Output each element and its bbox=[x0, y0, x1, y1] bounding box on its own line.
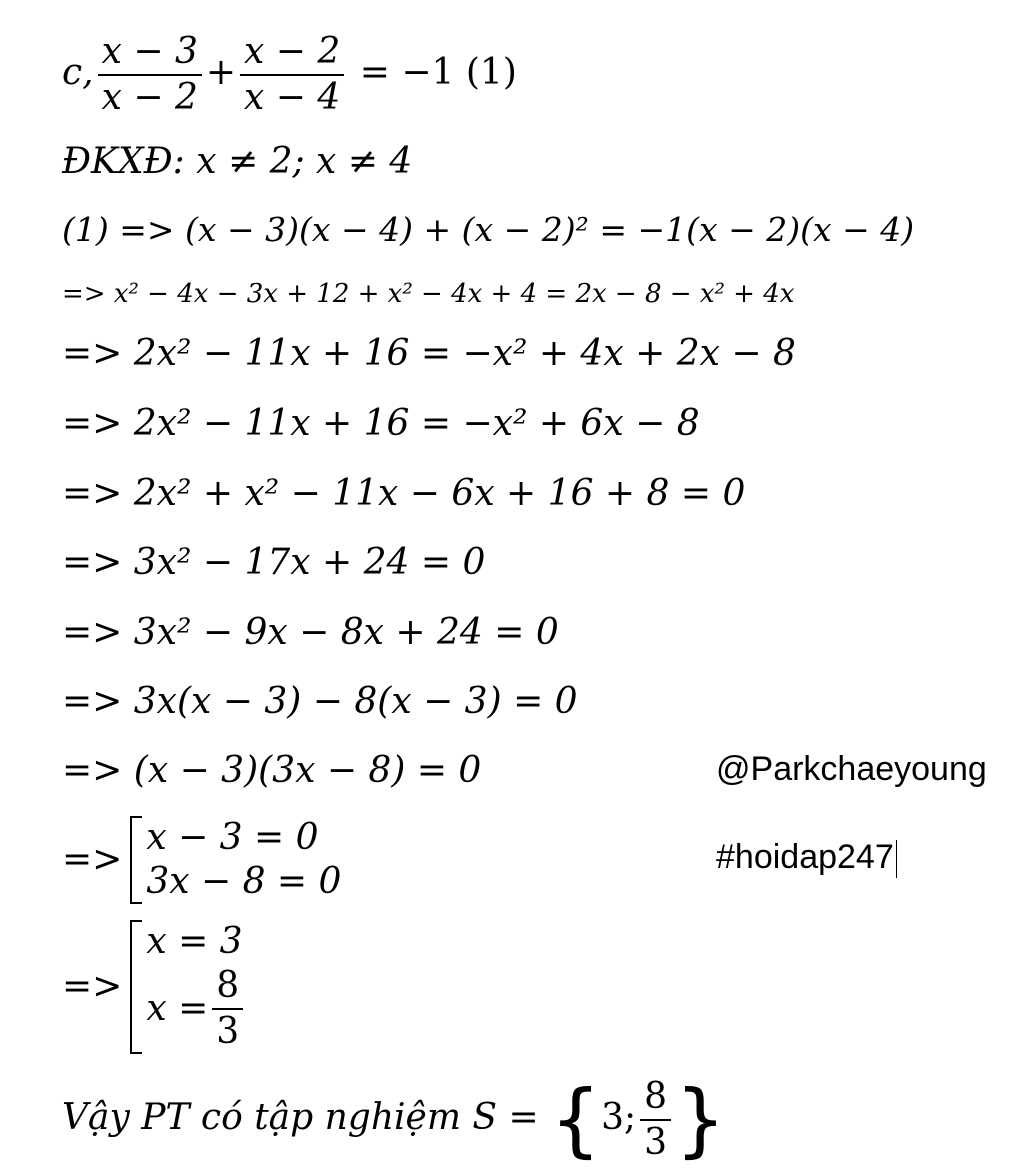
system-2 bbox=[62, 920, 247, 1054]
fraction-1-numerator: x − 3 bbox=[101, 31, 198, 72]
step-line-7: => 2x² + x² − 11x − 6x + 16 + 8 = 0 bbox=[62, 473, 746, 514]
step-line-11: => (x − 3)(3x − 8) = 0 bbox=[62, 750, 482, 791]
step-line-4: => x² − 4x − 3x + 12 + x² − 4x + 4 = 2x − 8 − x² + 4x bbox=[62, 279, 795, 309]
fraction-numerator: 8 bbox=[216, 965, 240, 1006]
part-label: c, bbox=[62, 52, 94, 93]
fraction-denominator: 3 bbox=[640, 1119, 671, 1165]
system-1-row-1: x − 3 = 0 bbox=[146, 817, 319, 858]
condition-line: ĐKXĐ: x ≠ 2; x ≠ 4 bbox=[62, 141, 413, 182]
implies-arrow: => bbox=[62, 839, 123, 880]
left-brace-icon: { bbox=[550, 1073, 602, 1166]
step-line-10: => 3x(x − 3) − 8(x − 3) = 0 bbox=[62, 681, 578, 722]
solution-set-fraction bbox=[640, 1075, 671, 1165]
plus-sign: + bbox=[205, 52, 237, 93]
right-brace-icon: } bbox=[675, 1073, 726, 1166]
hashtag-text: #hoidap247 bbox=[716, 838, 894, 876]
step-line-9: => 3x² − 9x − 8x + 24 = 0 bbox=[62, 612, 559, 653]
system-2-row-2 bbox=[146, 964, 247, 1054]
conclusion-text: Vậy PT có tập nghiệm S = bbox=[62, 1097, 551, 1138]
system-2-row-1: x = 3 bbox=[146, 921, 243, 962]
system-2-row-2-lhs: x = bbox=[146, 988, 209, 1029]
expand-line: (1) => (x − 3)(x − 4) + (x − 2)² = −1(x − 2)(x − 4) bbox=[62, 210, 915, 249]
step-line-6: => 2x² − 11x + 16 = −x² + 6x − 8 bbox=[62, 403, 700, 444]
implies-arrow: => bbox=[62, 966, 123, 1007]
fraction-denominator: 3 bbox=[212, 1008, 243, 1054]
bracket-icon bbox=[130, 920, 142, 1054]
system-line-1 bbox=[62, 816, 341, 904]
step-line-8: => 3x² − 17x + 24 = 0 bbox=[62, 542, 486, 583]
conclusion-line bbox=[62, 1075, 726, 1165]
fraction-2 bbox=[240, 30, 344, 120]
fraction-2-numerator: x − 2 bbox=[244, 31, 341, 72]
author-signature: @Parkchaeyoung bbox=[716, 750, 987, 788]
bracket-icon bbox=[130, 816, 142, 904]
fraction-2-denominator: x − 4 bbox=[240, 74, 344, 120]
fraction-1 bbox=[98, 30, 202, 120]
system-1-row-2: 3x − 8 = 0 bbox=[146, 861, 342, 902]
system-line-2 bbox=[62, 920, 247, 1054]
fraction-8-3 bbox=[212, 964, 243, 1054]
system-1-rows bbox=[146, 816, 341, 904]
equation-line-1 bbox=[62, 30, 517, 120]
fraction-1-denominator: x − 2 bbox=[98, 74, 202, 120]
system-2-rows bbox=[146, 920, 247, 1054]
solution-set-first: 3; bbox=[601, 1097, 637, 1138]
text-cursor bbox=[896, 840, 897, 878]
system-1 bbox=[62, 816, 341, 904]
fraction-numerator: 8 bbox=[644, 1076, 668, 1117]
hashtag-signature bbox=[716, 838, 897, 878]
equation-rhs: = −1 (1) bbox=[348, 52, 517, 93]
step-line-5: => 2x² − 11x + 16 = −x² + 4x + 2x − 8 bbox=[62, 333, 796, 374]
